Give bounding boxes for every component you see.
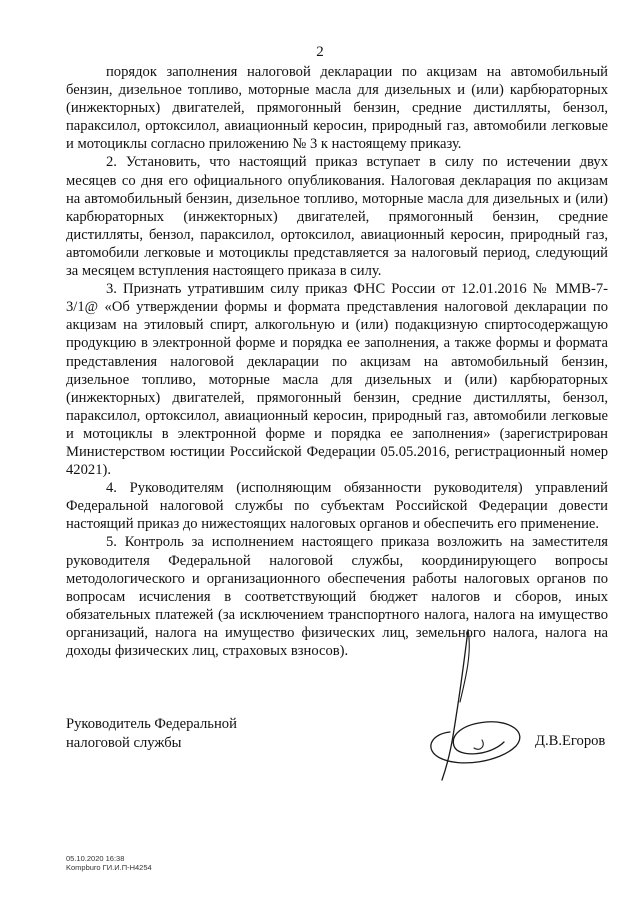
paragraph-5: 5. Контроль за исполнением настоящего приказа возложить на заместителя руководителя Федеральной налоговой службы, координирующего вопросы методологического и организационного обеспечения работы налоговых органов по вопросам исчисления в соответствующий бюджет налогов и сборов, иных обязательных платежей (за исключением транспортного налога, налога на имущество организаций, налога на имущество физических лиц, земельного налога, налога на доходы физических лиц, страховых взносов).	[66, 534, 608, 659]
paragraph-3: 3. Признать утратившим силу приказ ФНС России от 12.01.2016 № ММВ-7-3/1@ «Об утверждении формы и формата представления налоговой декларации по акцизам на этиловый спирт, алкогольную и (или) подакцизную спиртосодержащую продукцию в электронной форме и порядка ее заполнения, а также формы и формата представления налоговой декларации по акцизам на автомобильный бензин, дизельное топливо, моторные масла для дизельных и (или) карбюраторных (инжекторных) двигателей, прямогонный бензин, средние дистилляты, бензол, параксилол, ортоксилол, авиационный керосин, природный газ, автомобили легковые и мотоциклы в электронной форме и порядка ее заполнения» (зарегистрирован Министерством юстиции Российской Федерации 05.05.2016, регистрационный номер 42021).	[66, 281, 608, 479]
signatory-name: Д.В.Егоров	[535, 733, 606, 749]
footer-timestamp: 05.10.2020 16:38	[66, 854, 125, 863]
signatory-position-line-1: Руководитель Федеральной	[66, 716, 237, 732]
paragraph-1: порядок заполнения налоговой декларации по акцизам на автомобильный бензин, дизельное топливо, моторные масла для дизельных и (или) карбюраторных (инжекторных) двигателей, прямогонный бензин, средние дистилляты, бензол, параксилол, ортоксилол, авиационный керосин, природный газ, автомобили легковые и мотоциклы согласно приложению № 3 к настоящему приказу.	[66, 64, 608, 153]
paragraph-2: 2. Установить, что настоящий приказ вступает в силу по истечении двух месяцев со дня его официального опубликования. Налоговая декларация по акцизам на автомобильный бензин, дизельное топливо, моторные масла для дизельных и (или) карбюраторных (инжекторных) двигателей, прямогонный бензин, средние дистилляты, бензол, параксилол, ортоксилол, авиационный керосин, природный газ, автомобили легковые и мотоциклы представляется за налоговый период, следующий за месяцем вступления настоящего приказа в силу.	[66, 154, 608, 280]
signatory-position-line-2: налоговой службы	[66, 735, 182, 751]
footer-code: Kompburo ГИ.И.П-Н4254	[66, 863, 152, 872]
document-footer	[66, 854, 152, 872]
handwritten-signature	[420, 622, 530, 787]
signatory-position	[66, 715, 237, 753]
paragraph-4: 4. Руководителям (исполняющим обязанности руководителя) управлений Федеральной налоговой службы по субъектам Российской Федерации довести настоящий приказ до нижестоящих налоговых органов и обеспечить его применение.	[66, 480, 608, 533]
page-number: 2	[316, 44, 324, 60]
document-body	[66, 63, 608, 660]
